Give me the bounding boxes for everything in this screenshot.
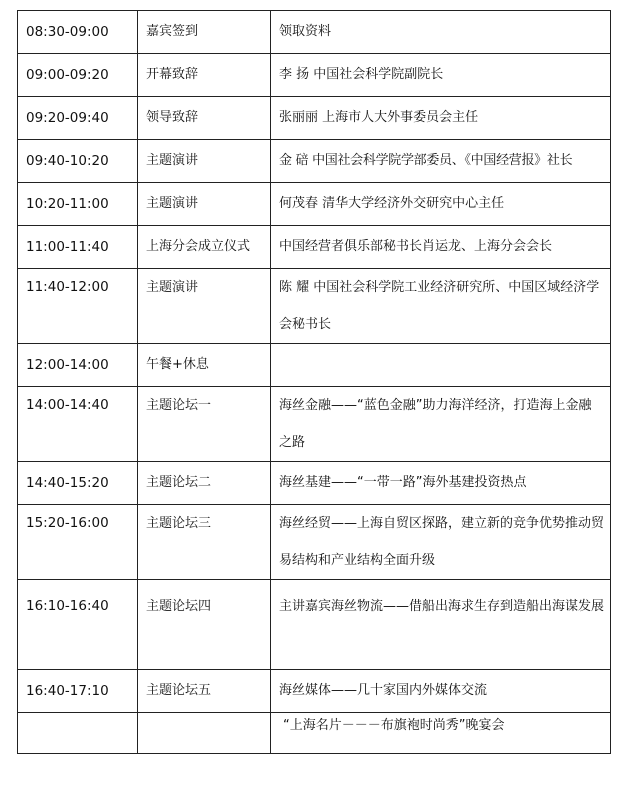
detail-cell <box>271 344 611 387</box>
session-type-cell: 主题论坛四 <box>138 580 271 670</box>
time-cell: 10:20-11:00 <box>18 183 138 226</box>
detail-cell: 海丝经贸——上海自贸区探路，建立新的竞争优势推动贸易结构和产业结构全面升级 <box>271 505 611 580</box>
table-row <box>18 670 611 713</box>
detail-cell: 何茂春 清华大学经济外交研究中心主任 <box>271 183 611 226</box>
table-row <box>18 183 611 226</box>
detail-cell: 中国经营者俱乐部秘书长肖运龙、上海分会会长 <box>271 226 611 269</box>
time-cell: 09:40-10:20 <box>18 140 138 183</box>
detail-cell: “上海名片－－－布旗袍时尚秀”晚宴会 <box>271 713 611 754</box>
time-cell: 16:10-16:40 <box>18 580 138 670</box>
time-cell: 09:20-09:40 <box>18 97 138 140</box>
time-cell: 11:40-12:00 <box>18 269 138 344</box>
time-cell: 08:30-09:00 <box>18 11 138 54</box>
session-type-cell: 领导致辞 <box>138 97 271 140</box>
session-type-cell: 主题论坛三 <box>138 505 271 580</box>
detail-cell: 主讲嘉宾海丝物流——借船出海求生存到造船出海谋发展 <box>271 580 611 670</box>
detail-cell: 李 扬 中国社会科学院副院长 <box>271 54 611 97</box>
detail-cell: 张丽丽 上海市人大外事委员会主任 <box>271 97 611 140</box>
detail-cell: 海丝金融——“蓝色金融”助力海洋经济，打造海上金融之路 <box>271 387 611 462</box>
time-cell: 14:00-14:40 <box>18 387 138 462</box>
detail-cell: 陈 耀 中国社会科学院工业经济研究所、中国区域经济学会秘书长 <box>271 269 611 344</box>
agenda-table <box>17 10 611 754</box>
session-type-cell: 主题演讲 <box>138 183 271 226</box>
table-row <box>18 226 611 269</box>
session-type-cell: 主题论坛五 <box>138 670 271 713</box>
table-row <box>18 387 611 462</box>
table-row <box>18 97 611 140</box>
session-type-cell: 主题论坛一 <box>138 387 271 462</box>
table-row <box>18 462 611 505</box>
table-row <box>18 344 611 387</box>
table-row <box>18 580 611 670</box>
time-cell: 14:40-15:20 <box>18 462 138 505</box>
time-cell: 11:00-11:40 <box>18 226 138 269</box>
time-cell: 09:00-09:20 <box>18 54 138 97</box>
detail-cell: 海丝基建——“一带一路”海外基建投资热点 <box>271 462 611 505</box>
session-type-cell: 主题论坛二 <box>138 462 271 505</box>
time-cell: 16:40-17:10 <box>18 670 138 713</box>
time-cell <box>18 713 138 754</box>
session-type-cell <box>138 713 271 754</box>
session-type-cell: 嘉宾签到 <box>138 11 271 54</box>
session-type-cell: 午餐+休息 <box>138 344 271 387</box>
table-row <box>18 713 611 754</box>
table-row <box>18 11 611 54</box>
session-type-cell: 主题演讲 <box>138 269 271 344</box>
session-type-cell: 上海分会成立仪式 <box>138 226 271 269</box>
time-cell: 12:00-14:00 <box>18 344 138 387</box>
table-row <box>18 54 611 97</box>
detail-cell: 领取资料 <box>271 11 611 54</box>
table-row <box>18 140 611 183</box>
session-type-cell: 开幕致辞 <box>138 54 271 97</box>
table-row <box>18 269 611 344</box>
session-type-cell: 主题演讲 <box>138 140 271 183</box>
time-cell: 15:20-16:00 <box>18 505 138 580</box>
detail-cell: 金 碚 中国社会科学院学部委员、《中国经营报》社长 <box>271 140 611 183</box>
table-row <box>18 505 611 580</box>
detail-cell: 海丝媒体——几十家国内外媒体交流 <box>271 670 611 713</box>
